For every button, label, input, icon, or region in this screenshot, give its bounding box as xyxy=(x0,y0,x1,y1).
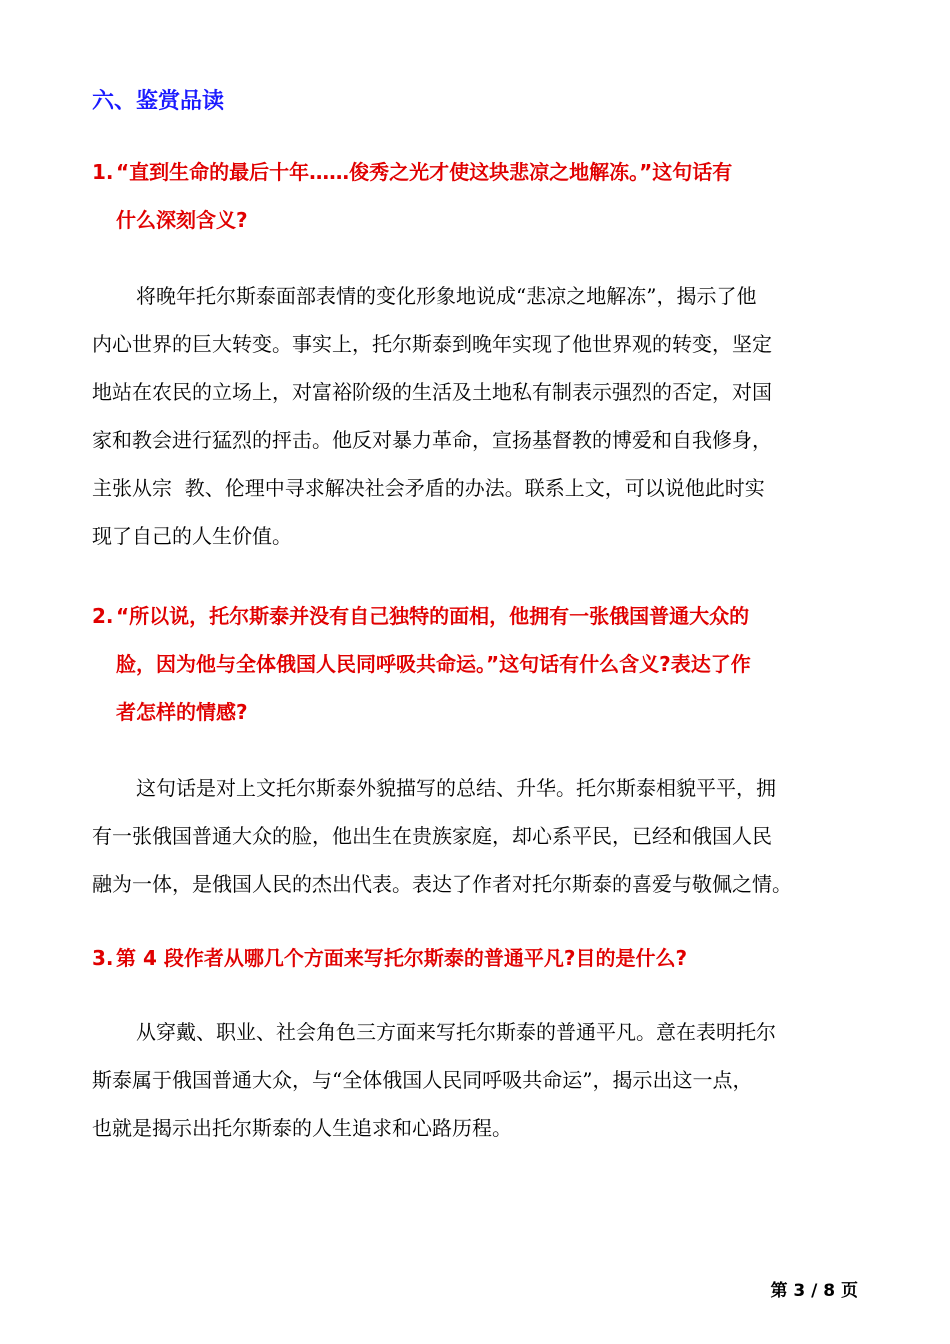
question-3-number: 3. xyxy=(92,946,114,970)
question-1-line-2: 什么深刻含义? xyxy=(116,208,248,232)
answer-3 xyxy=(92,1008,862,1152)
answer-2 xyxy=(92,764,862,908)
question-2-number: 2. xyxy=(92,604,114,628)
question-3-text-1: 第 4 段作者从哪几个方面来写托尔斯泰的普通平凡?目的是什么? xyxy=(116,946,688,970)
answer-2-line-3: 融为一体，是俄国人民的杰出代表。表达了作者对托尔斯泰的喜爱与敬佩之情。 xyxy=(92,872,792,896)
answer-3-line-2: 斯泰属于俄国普通大众，与“全体俄国人民同呼吸共命运”，揭示出这一点， xyxy=(92,1068,753,1092)
answer-2-line-2: 有一张俄国普通大众的脸，他出生在贵族家庭，却心系平民，已经和俄国人民 xyxy=(92,824,772,848)
question-1 xyxy=(92,148,862,244)
page-number: 第 3 / 8 页 xyxy=(770,1281,858,1301)
answer-1-line-3: 地站在农民的立场上，对富裕阶级的生活及土地私有制表示强烈的否定，对国 xyxy=(92,380,772,404)
answer-1-line-1: 将晚年托尔斯泰面部表情的变化形象地说成“悲凉之地解冻”，揭示了他 xyxy=(136,284,757,308)
answer-1-line-6: 现了自己的人生价值。 xyxy=(92,524,292,548)
question-2 xyxy=(92,592,862,736)
answer-1-line-5: 主张从宗 教、伦理中寻求解决社会矛盾的办法。联系上文，可以说他此时实 xyxy=(92,476,765,500)
answer-3-line-3: 也就是揭示出托尔斯泰的人生追求和心路历程。 xyxy=(92,1116,512,1140)
answer-1-line-2: 内心世界的巨大转变。事实上，托尔斯泰到晚年实现了他世界观的转变，坚定 xyxy=(92,332,772,356)
answer-2-line-1: 这句话是对上文托尔斯泰外貌描写的总结、升华。托尔斯泰相貌平平，拥 xyxy=(136,776,776,800)
question-1-text-1: “直到生命的最后十年……俊秀之光才使这块悲凉之地解冻。”这句话有 xyxy=(116,160,733,184)
answer-1-line-4: 家和教会进行猛烈的抨击。他反对暴力革命，宣扬基督教的博爱和自我修身， xyxy=(92,428,772,452)
answer-1 xyxy=(92,272,862,560)
question-1-number: 1. xyxy=(92,160,114,184)
question-3-line-1 xyxy=(92,934,862,982)
question-2-line-1 xyxy=(92,592,862,640)
question-2-line-2: 脸，因为他与全体俄国人民同呼吸共命运。”这句话有什么含义?表达了作 xyxy=(116,652,751,676)
question-1-line-1 xyxy=(92,148,862,196)
section-title: 六、鉴赏品读 xyxy=(92,89,225,114)
question-2-text-1: “所以说，托尔斯泰并没有自己独特的面相，他拥有一张俄国普通大众的 xyxy=(116,604,750,628)
question-2-line-3: 者怎样的情感? xyxy=(116,700,248,724)
question-3 xyxy=(92,934,862,982)
answer-3-line-1: 从穿戴、职业、社会角色三方面来写托尔斯泰的普通平凡。意在表明托尔 xyxy=(136,1020,776,1044)
